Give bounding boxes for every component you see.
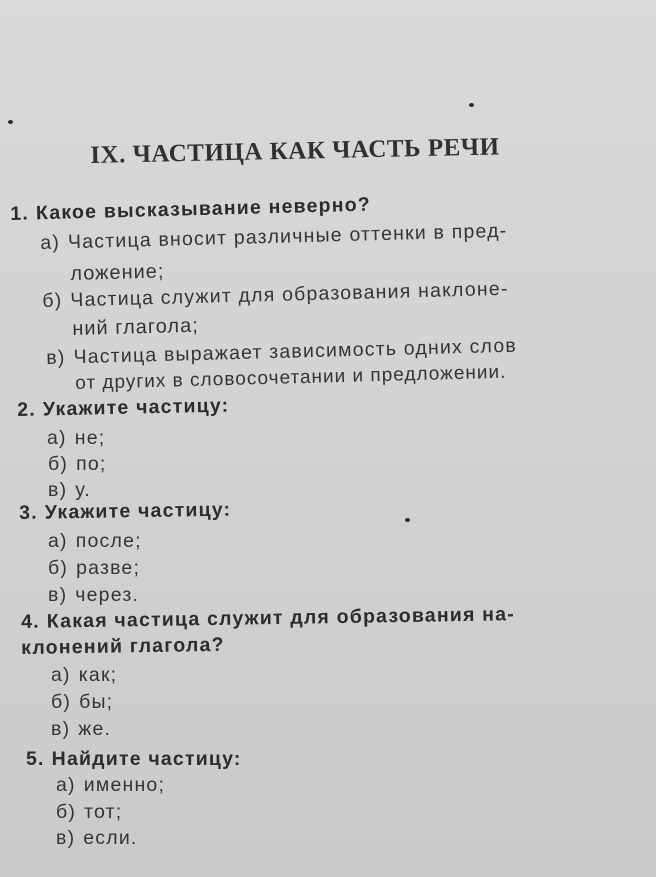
option-text: именно;	[83, 774, 166, 796]
option-letter: в )	[48, 479, 67, 502]
option-letter: а )	[56, 774, 76, 797]
ink-speck	[405, 518, 410, 522]
option-2c	[48, 479, 91, 502]
option-text: если.	[83, 827, 138, 849]
option-letter: б )	[56, 801, 76, 824]
question-number: 4.	[21, 610, 41, 633]
option-3c	[48, 584, 139, 607]
option-4a	[51, 664, 117, 687]
question-number: 5.	[26, 748, 45, 770]
question-text: Укажите частицу:	[44, 498, 232, 524]
option-text: по;	[76, 453, 107, 475]
option-text: бы;	[79, 691, 114, 713]
question-number: 3.	[19, 501, 39, 524]
option-4c	[51, 718, 111, 741]
option-2b	[48, 453, 107, 476]
option-3b	[48, 557, 140, 580]
option-text: не;	[74, 427, 106, 449]
option-text: же.	[78, 718, 112, 740]
question-5	[26, 748, 242, 771]
option-text: у.	[75, 479, 91, 501]
option-text: Частица вносит различные оттенки в пред-	[67, 219, 508, 254]
question-2	[17, 395, 230, 422]
option-letter: в )	[46, 346, 66, 369]
option-1a-continuation: ложение;	[70, 260, 165, 285]
ink-speck	[469, 103, 474, 107]
option-text: как;	[78, 664, 118, 686]
question-4-continuation: клонений глагола?	[21, 633, 225, 659]
question-text: Укажите частицу:	[42, 394, 230, 421]
question-text: Какое высказывание неверно?	[35, 193, 372, 225]
option-5b	[56, 801, 122, 824]
option-text: после;	[75, 530, 142, 552]
option-letter: а )	[47, 427, 67, 450]
option-letter: б )	[51, 691, 71, 714]
question-number: 2.	[17, 398, 37, 421]
option-text: Частица выражает зависимость одних слов	[73, 334, 518, 369]
option-1c-continuation: от других в словосочетании и предложении.	[75, 361, 507, 394]
option-text: тот;	[84, 801, 123, 823]
option-letter: а )	[48, 530, 68, 553]
section-title: IX. ЧАСТИЦА КАК ЧАСТЬ РЕЧИ	[90, 133, 500, 169]
option-5c	[56, 827, 138, 850]
option-letter: б )	[42, 289, 63, 313]
option-letter: б )	[48, 453, 68, 476]
question-number: 1.	[10, 202, 30, 225]
option-letter: а )	[51, 664, 71, 687]
option-1a	[40, 220, 508, 255]
option-3a	[48, 530, 142, 553]
option-4b	[51, 691, 113, 714]
question-text: Какая частица служит для образования на-	[46, 603, 516, 633]
question-text: Найдите частицу:	[51, 748, 242, 770]
question-4	[21, 603, 515, 634]
question-3	[19, 499, 231, 525]
option-2a	[47, 427, 105, 450]
option-text: Частица служит для образования наклоне-	[70, 277, 509, 312]
option-text: разве;	[76, 557, 141, 579]
option-1b-continuation: ний глагола;	[72, 314, 200, 340]
option-letter: б )	[48, 557, 68, 580]
option-letter: а )	[40, 231, 60, 255]
option-letter: в )	[51, 718, 70, 741]
option-letter: в )	[48, 584, 67, 607]
question-1	[10, 194, 371, 226]
option-text: через.	[75, 584, 140, 606]
option-5a	[56, 774, 165, 797]
ink-speck	[8, 120, 13, 124]
option-letter: в )	[56, 827, 75, 850]
